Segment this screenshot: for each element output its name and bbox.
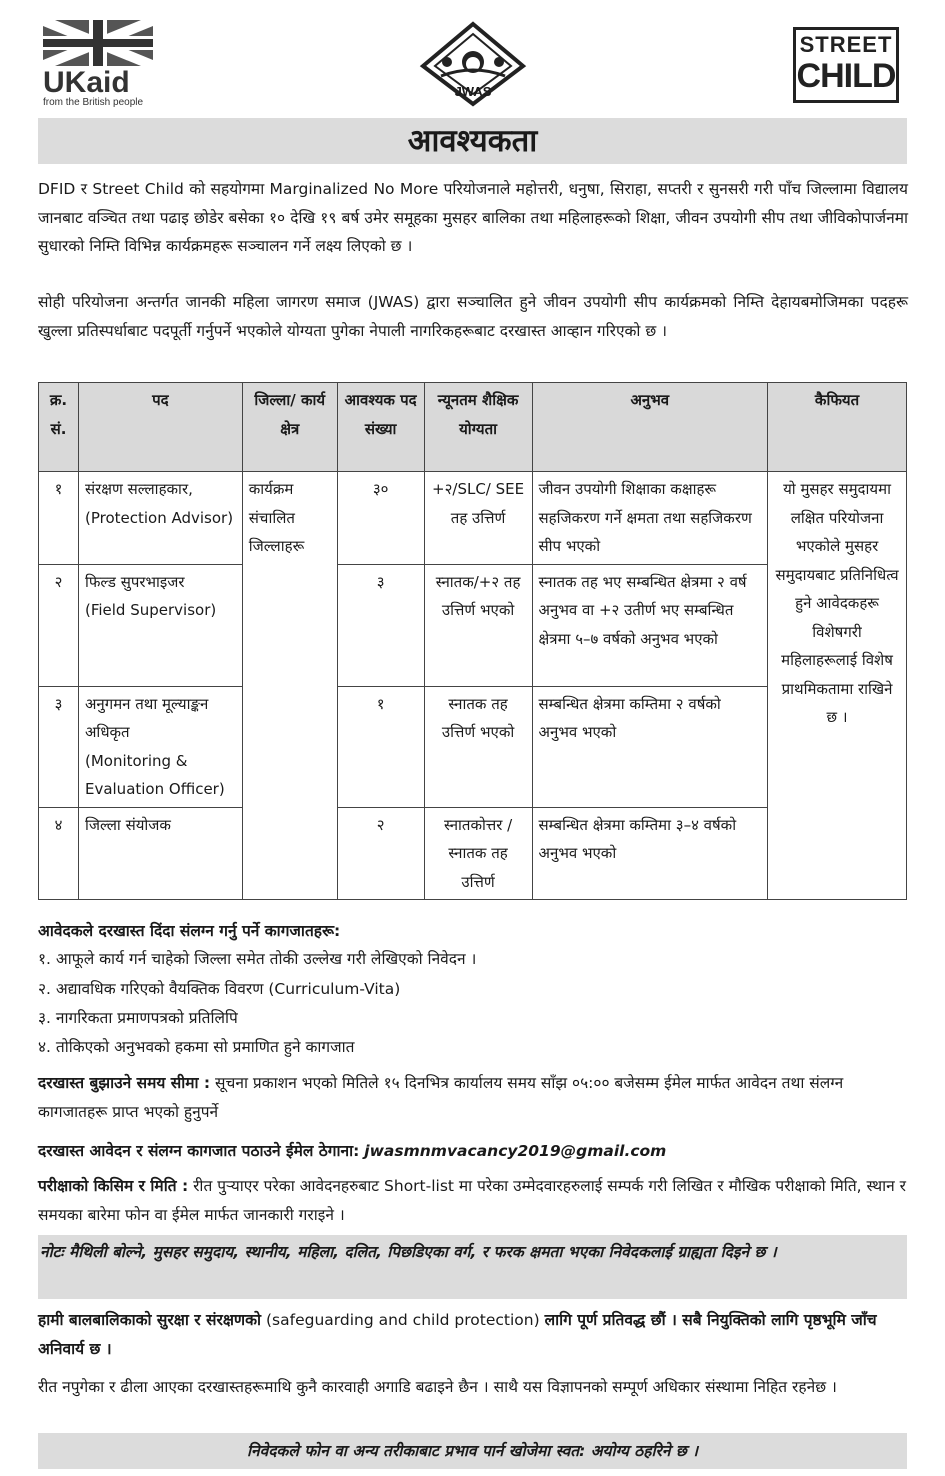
street-child-line2: CHILD [796,57,896,95]
deadline-text: सूचना प्रकाशन भएको मितिले १५ दिनभित्र कार्यालय समय साँझ ०५:०० बजेसम्म ईमेल मार्फत आवेदन तथा संलग्न कागजातहरू प्राप्त भएको हुनुपर्ने [38,1074,844,1121]
document-item: १. आफूले कार्य गर्न चाहेको जिल्ला समेत तोकी उल्लेख गरी लेखिएको निवेदन । [38,950,477,968]
row-post [78,564,242,686]
header-experience: अनुभव [532,383,768,472]
header-qualification: न्यूनतम शैक्षिक योग्यता [424,383,532,472]
note-text: नोटः मैथिली बोल्ने, मुसहर समुदाय, स्थानीय, महिला, दलित, पिछडिएका वर्ग, र फरक क्षमता भएका निवेदकलाई ग्राह्यता दिइने छ । [40,1243,777,1261]
header-post: पद [78,383,242,472]
row-qualification: स्नातकोत्तर /स्नातक तह उत्तिर्ण [424,807,532,900]
row-experience: सम्बन्धित क्षेत्रमा कम्तिमा २ वर्षको अनुभव भएको [532,686,768,807]
row-qualification: स्नातक तह उत्तिर्ण भएको [424,686,532,807]
post-name-np: संरक्षण सल्लाहकार, [84,480,193,498]
safeguard-part1: हामी बालबालिकाको सुरक्षा र संरक्षणको [38,1311,262,1329]
safeguard-part3: लागि पूर्ण प्रतिवद्ध छौं । सबै नियुक्तिको लागि पृष्ठभूमि जाँच अनिवार्य छ । [38,1311,877,1358]
post-name-en: (Protection Advisor) [84,508,234,527]
email-label: दरखास्त आवेदन र संलग्न कागजात पठाउने ईमेल ठेगाना: [38,1142,360,1160]
email-address-link[interactable]: jwasmnmvacancy2019@gmail.com [364,1142,667,1160]
post-name-np: जिल्ला संयोजक [84,815,171,834]
row-qualification: स्नातक/+२ तह उत्तिर्ण भएको [424,564,532,686]
post-name-en: (Field Supervisor) [84,601,217,619]
ukaid-tagline: from the British people [43,97,144,108]
header-count: आवश्यक पद संख्या [337,383,424,472]
row-sn: १ [39,472,79,565]
disclaimer-text: रीत नपुगेका र ढीला आएका दरखास्तहरूमाथि कुनै कारवाही अगाडि बढाइने छैन । साथै यस विज्ञापनको सम्पूर्ण अधिकार संस्थामा निहित रहनेछ । [38,1378,837,1396]
header-remarks: कैफियत [768,383,907,472]
row-sn: ४ [39,807,79,900]
exam-text: रीत पुऱ्याएर परेका आवेदनहरुबाट Short-list मा परेका उम्मेदवारहरुलाई सम्पर्क गरी लिखित र मौखिक परीक्षाको मिति, स्थान र समयका बारेमा फोन वा ईमेल मार्फत जानकारी गराइने । [38,1177,907,1224]
documents-heading: आवेदकले दरखास्त दिंदा संलग्न गर्नु पर्ने कागजातहरू: [38,922,341,940]
post-name-np: अनुगमन तथा मूल्याङ्कन अधिकृत [84,694,209,741]
note-band [38,1235,907,1299]
header-sn: क्र. सं. [39,383,79,472]
table-row [39,472,907,565]
exam-section [38,1172,908,1230]
safeguard-section [38,1306,908,1364]
footer-text: निवेदकले फोन वा अन्य तरीकाबाट प्रभाव पार्न खोजेमा स्वत: अयोग्य ठहरिने छ । [246,1442,699,1460]
street-child-line1: STREET [799,32,893,57]
row-count: २ [337,807,424,900]
safeguard-part2: (safeguarding and child protection) [261,1311,545,1329]
post-name-en: (Monitoring & Evaluation Officer) [84,751,225,798]
footer-band [38,1433,907,1469]
row-post [78,807,242,900]
district-cell: कार्यक्रम संचालित जिल्लाहरू [242,472,337,900]
page-title: आवश्यकता [407,123,538,159]
intro-paragraph-1: DFID र Street Child को सहयोगमा Marginalized No More परियोजनाले महोत्तरी, धनुषा, सिराहा, सप्तरी र सुनसरी गरी पाँच जिल्लामा विद्यालय जानबाट वञ्चित तथा पढाइ छोडेर बसेका १० देखि १९ बर्ष उमेर समूहका मुसहर बालिका तथा महिलाहरूको शिक्षा, जीवन उपयोगी सीप तथा जीविकोपार्जनमा सुधारको निम्ति विभिन्न कार्यक्रमहरू सञ्चालन गर्ने लक्ष्य लिएको छ । [38,180,908,255]
remarks-cell: यो मुसहर समुदायमा लक्षित परियोजना भएकोले मुसहर समुदायबाट प्रतिनिधित्व हुने आवेदकहरू विशेषगरी महिलाहरूलाई विशेष प्राथमिकतामा राखिने छ । [768,472,907,900]
union-jack-icon [43,20,153,66]
row-post [78,686,242,807]
post-name-np: फिल्ड सुपरभाइजर [84,572,185,591]
deadline-section [38,1069,908,1127]
jwas-logo-text: JWAS [454,84,492,99]
row-experience: सम्बन्धित क्षेत्रमा कम्तिमा ३–४ वर्षको अनुभव भएको [532,807,768,900]
row-count: १ [337,686,424,807]
row-count: ३० [337,472,424,565]
row-sn: २ [39,564,79,686]
deadline-label: दरखास्त बुझाउने समय सीमा : [38,1074,211,1092]
row-experience: स्नातक तह भए सम्बन्धित क्षेत्रमा २ वर्ष अनुभव वा +२ उतीर्ण भए सम्बन्धित क्षेत्रमा ५–७ वर्षको अनुभव भएको [532,564,768,686]
table-header-row [39,383,907,472]
street-child-logo [793,27,899,103]
vacancy-table [38,382,907,900]
row-post [78,472,242,565]
row-qualification: +२/SLC/ SEE तह उत्तिर्ण [424,472,532,565]
document-item: २. अद्यावधिक गरिएको वैयक्तिक विवरण (Curriculum-Vita) [38,980,401,998]
row-experience: जीवन उपयोगी शिक्षाका कक्षाहरू सहजिकरण गर्ने क्षमता तथा सहजिकरण सीप भएको [532,472,768,565]
intro-paragraph-2: सोही परियोजना अन्तर्गत जानकी महिला जागरण समाज (JWAS) द्वारा सञ्चालित हुने जीवन उपयोगी सीप कार्यक्रमको निम्ति देहायबमोजिमका पदहरू खुल्ला प्रतिस्पर्धाबाट पदपूर्ती गर्नुपर्ने भएकोले योग्यता पुगेका नेपाली नागरिकहरूबाट दरखास्त आव्हान गरिएको छ । [38,293,908,340]
document-item: ४. तोकिएको अनुभवको हकमा सो प्रमाणित हुने कागजात [38,1038,355,1056]
exam-label: परीक्षाको किसिम र मिति : [38,1177,189,1195]
document-item: ३. नागरिकता प्रमाणपत्रको प्रतिलिपि [38,1009,238,1027]
ukaid-logo [43,20,158,108]
title-band [38,118,907,164]
row-count: ३ [337,564,424,686]
header-district: जिल्ला/ कार्य क्षेत्र [242,383,337,472]
jwas-logo [417,20,529,108]
row-sn: ३ [39,686,79,807]
email-section [38,1137,908,1166]
ukaid-wordmark: UKaid [43,66,130,99]
